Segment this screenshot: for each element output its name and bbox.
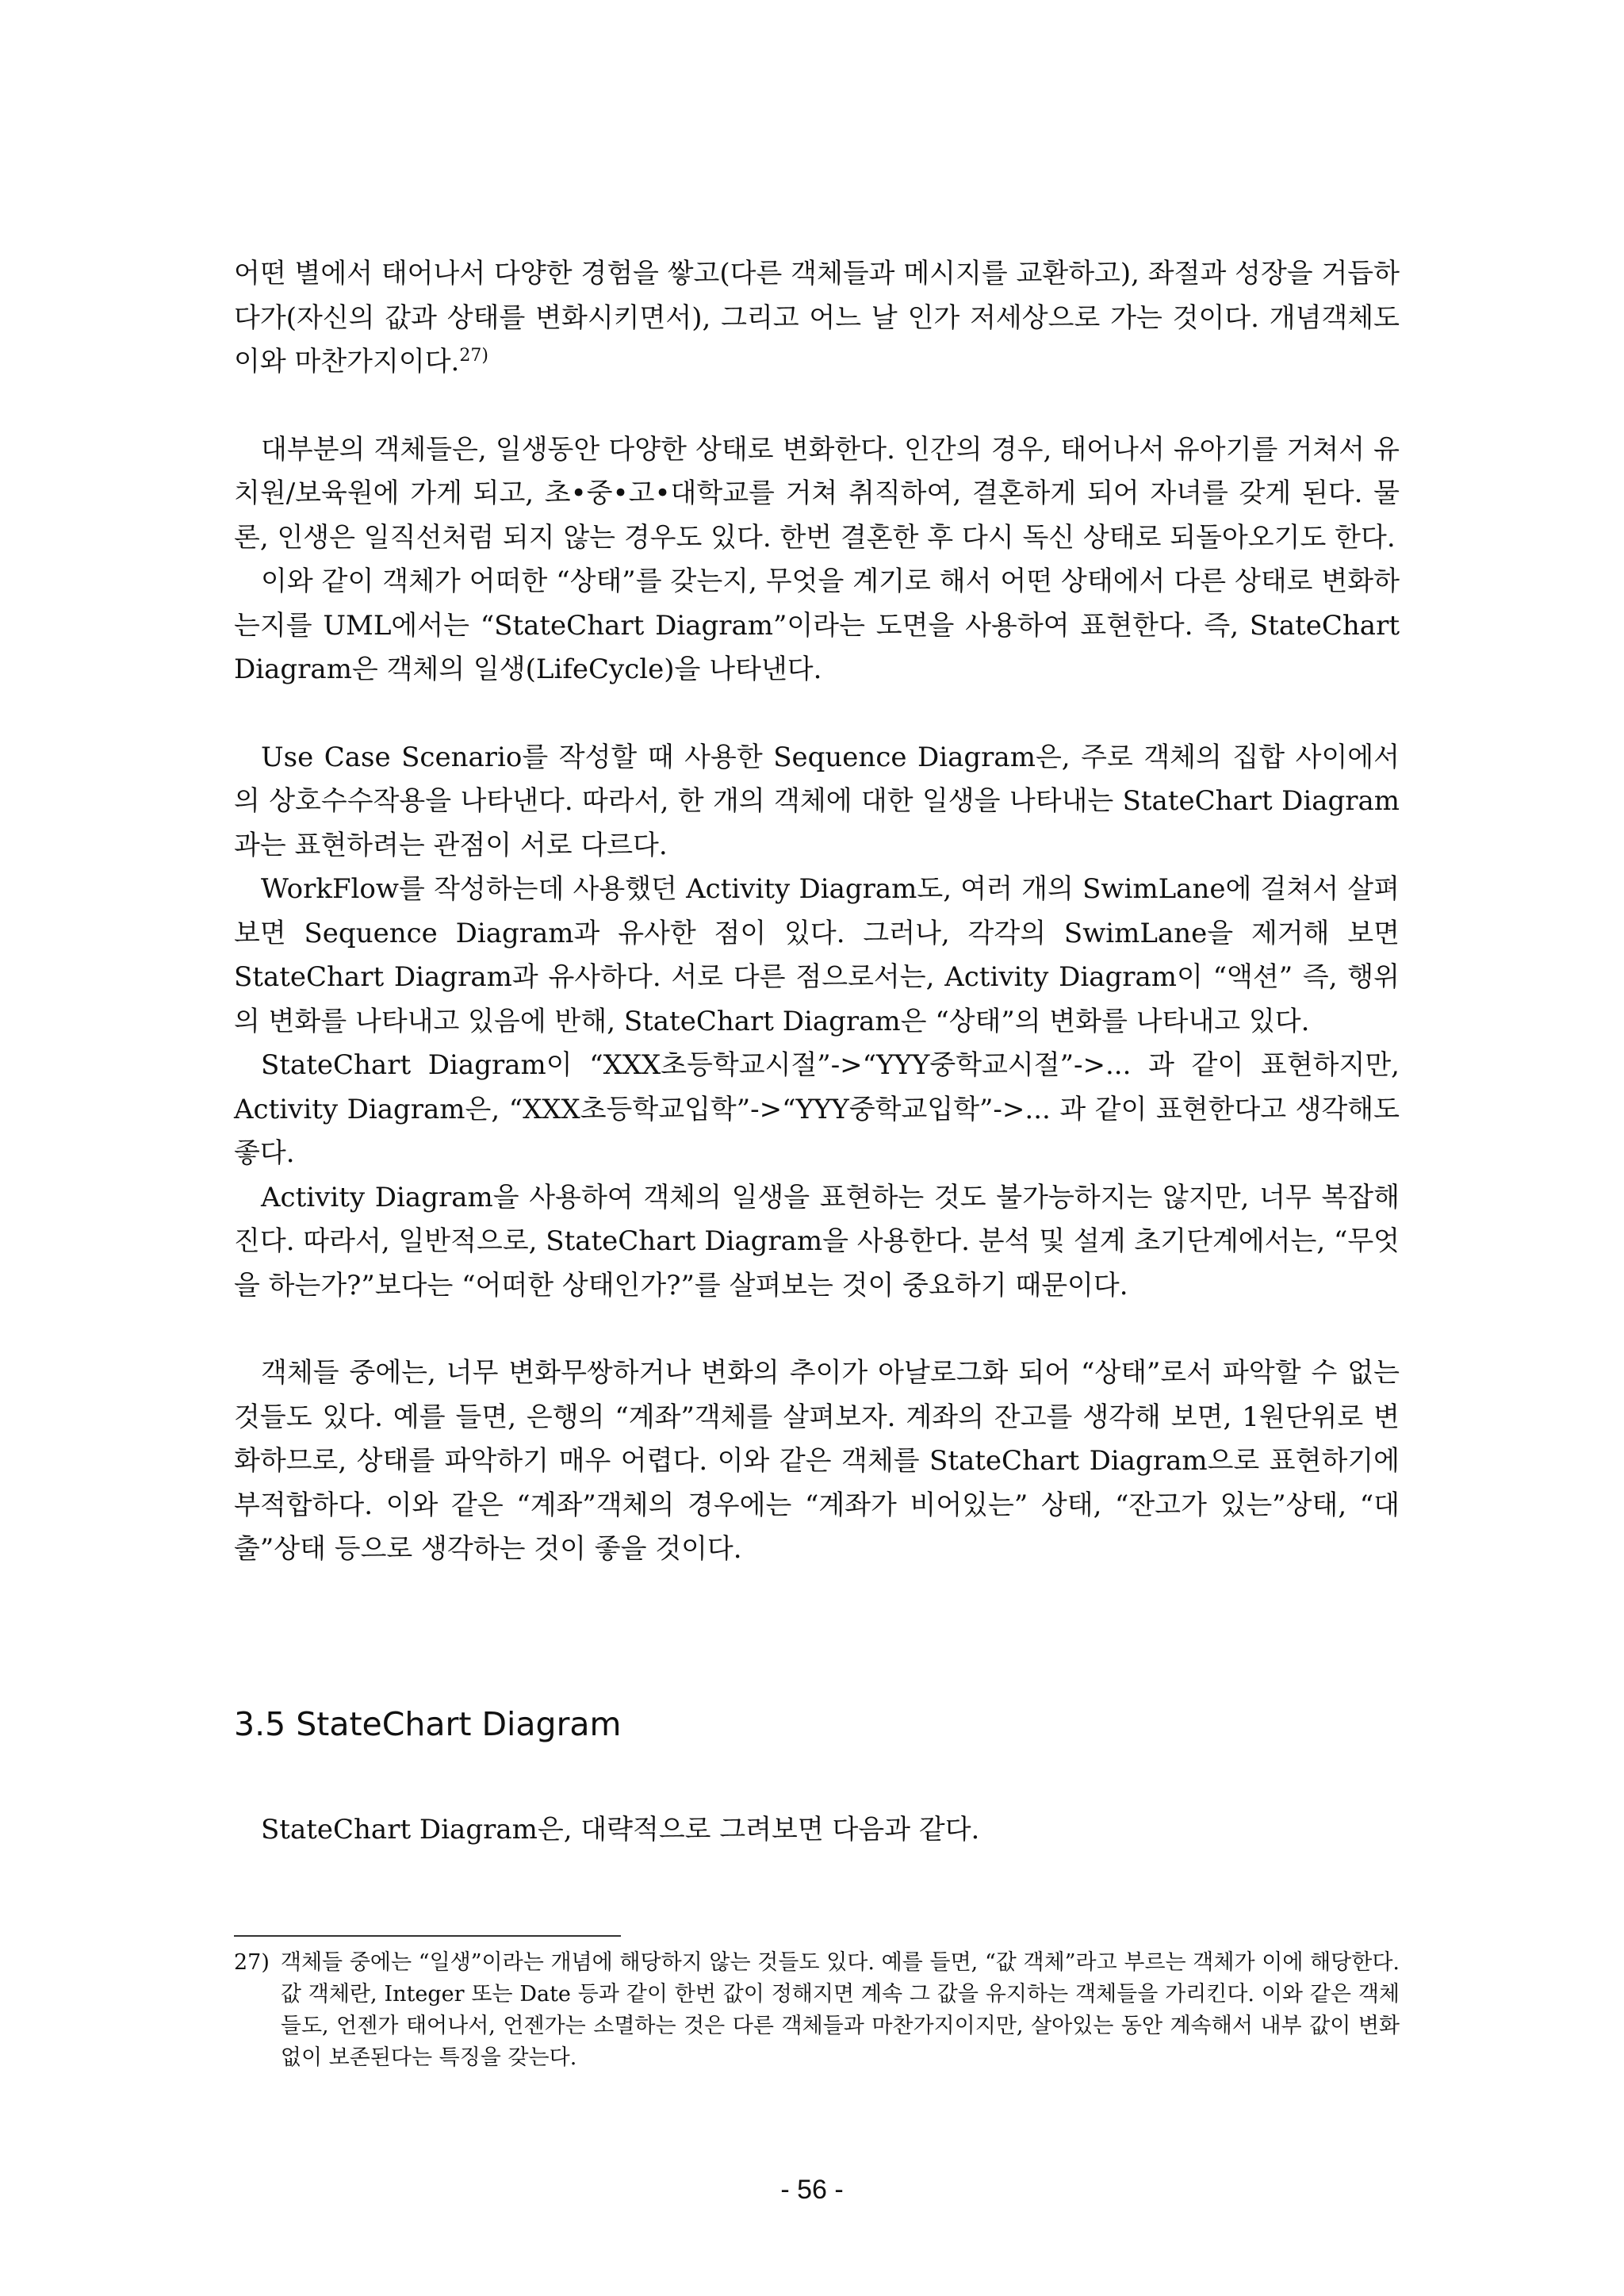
section-intro: StateChart Diagram은, 대략적으로 그려보면 다음과 같다. <box>261 1814 980 1846</box>
footnote-text: 객체들 중에는 “일생”이라는 개념에 해당하지 않는 것들도 있다. 예를 들면, “값 객체”라고 부르는 객체가 이에 해당한다. 값 객체란, Integer 또는 Date 등과 같이 한번 값이 정해지면 계속 그 값을 유지하는 객체들을 가리킨다. 이와 같은 객체들도, 언젠가 태어나서, 언젠가는 소멸하는 것은 다른 객체들과 마찬가지이지만, 살아있는 동안 계속해서 내부 값이 변화 없이 보존된다는 특징을 갖는다. <box>280 1950 1400 2070</box>
paragraph-complexity-note: Activity Diagram을 사용하여 객체의 일생을 표현하는 것도 불가능하지는 않지만, 너무 복잡해진다. 따라서, 일반적으로, StateChart Diagram을 사용한다. 분석 및 설계 초기단계에서는, “무엇을 하는가?”보다는 “어떠한 상태인가?”를 살펴보는 것이 중요하기 때문이다. <box>234 1181 1400 1301</box>
footnote <box>234 1947 1400 2074</box>
paragraph-statechart-definition: 이와 같이 객체가 어떠한 “상태”를 갖는지, 무엇을 계기로 해서 어떤 상태에서 다른 상태로 변화하는지를 UML에서는 “StateChart Diagram”이라는 도면을 사용하여 표현한다. 즉, StateChart Diagram은 객체의 일생(LifeCycle)을 나타낸다. <box>234 565 1400 685</box>
page-number: - 56 - <box>780 2175 844 2205</box>
footnote-reference[interactable]: 27) <box>459 346 488 366</box>
body-text <box>234 252 1400 1572</box>
paragraph-example-expression: StateChart Diagram이 “XXX초등학교시절”->“YYY중학교시절”->... 과 같이 표현하지만, Activity Diagram은, “XXX초등학교입학”->“YYY중학교입학”->... 과 같이 표현한다고 생각해도 좋다. <box>234 1049 1400 1169</box>
section-heading: 3.5 StateChart Diagram <box>234 1705 622 1743</box>
paragraph-analog-objects: 객체들 중에는, 너무 변화무쌍하거나 변화의 추이가 아날로그화 되어 “상태”로서 파악할 수 없는 것들도 있다. 예를 들면, 은행의 “계좌”객체를 살펴보자. 계좌의 잔고를 생각해 보면, 1원단위로 변화하므로, 상태를 파악하기 매우 어렵다. 이와 같은 객체를 StateChart Diagram으로 표현하기에 부적합하다. 이와 같은 “계좌”객체의 경우에는 “계좌가 비어있는” 상태, “잔고가 있는”상태, “대출”상태 등으로 생각하는 것이 좋을 것이다. <box>234 1357 1400 1565</box>
paragraph-object-states: 대부분의 객체들은, 일생동안 다양한 상태로 변화한다. 인간의 경우, 태어나서 유아기를 거쳐서 유치원/보육원에 가게 되고, 초•중•고•대학교를 거쳐 취직하여, 결혼하게 되어 자녀를 갖게 된다. 물론, 인생은 일직선처럼 되지 않는 경우도 있다. 한번 결혼한 후 다시 독신 상태로 되돌아오기도 한다. <box>234 433 1400 554</box>
paragraph-sequence-comparison: Use Case Scenario를 작성할 때 사용한 Sequence Diagram은, 주로 객체의 집합 사이에서의 상호수수작용을 나타낸다. 따라서, 한 개의 객체에 대한 일생을 나타내는 StateChart Diagram과는 표현하려는 관점이 서로 다르다. <box>234 741 1400 861</box>
paragraph-activity-comparison: WorkFlow를 작성하는데 사용했던 Activity Diagram도, 여러 개의 SwimLane에 걸쳐서 살펴보면 Sequence Diagram과 유사한 점이 있다. 그러나, 각각의 SwimLane을 제거해 보면 StateChart Diagram과 유사하다. 서로 다른 점으로서는, Activity Diagram이 “액션” 즉, 행위의 변화를 나타내고 있음에 반해, StateChart Diagram은 “상태”의 변화를 나타내고 있다. <box>234 873 1400 1037</box>
footnote-number: 27) <box>234 1950 270 1975</box>
footnote-divider <box>234 1935 621 1937</box>
paragraph-life-intro: 어떤 별에서 태어나서 다양한 경험을 쌓고(다른 객체들과 메시지를 교환하고), 좌절과 성장을 거듭하다가(자신의 값과 상태를 변화시키면서), 그리고 어느 날 인가 저세상으로 가는 것이다. 개념객체도 이와 마찬가지이다.$^{27)}$ <box>234 258 1400 378</box>
